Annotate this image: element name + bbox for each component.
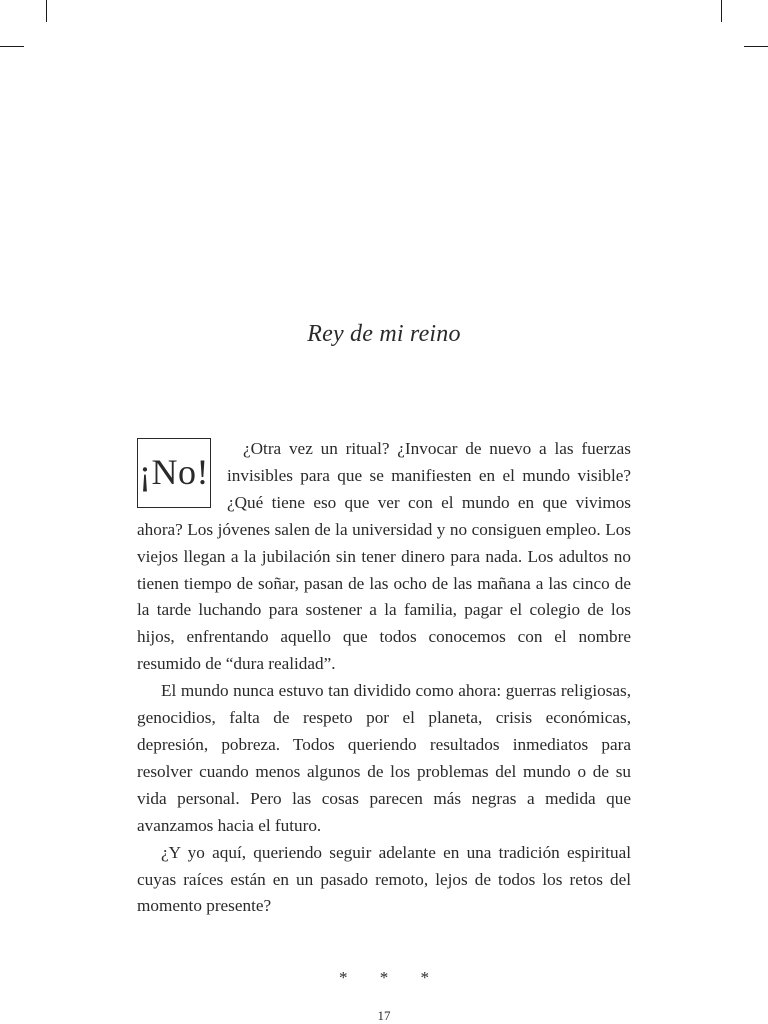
dropcap-box: ¡No!: [137, 438, 211, 508]
crop-mark-top-right-horizontal: [744, 46, 768, 47]
paragraph-3: ¿Y yo aquí, queriendo seguir adelante en una tradición espiritual cuyas raíces están en un pasado remoto, lejos de todos los retos del momento presente?: [137, 842, 631, 916]
page-number: 17: [377, 1008, 391, 1023]
paragraph-1-text: ¿Otra vez un ritual? ¿Invocar de nuevo a las fuerzas invisibles para que se manifiesten en el mundo visible? ¿Qué tiene eso que ver con el mundo en que vivimos ahora? Los jóvenes salen de la universidad y no consiguen empleo. Los viejos llegan a la jubilación sin tener dinero para nada. Los adultos no tienen tiempo de soñar, pasan de las ocho de las mañana a las cinco de la tarde luchando para sostener a la familia, pagar el colegio de los hijos, enfrentando aquello que todos conocemos con el nombre resumido de “dura realidad”.: [137, 439, 631, 674]
crop-mark-top-left-horizontal: [0, 46, 24, 47]
paragraph-1: [137, 436, 631, 678]
crop-mark-top-left-vertical: [46, 0, 47, 22]
paragraph-2: El mundo nunca estuvo tan dividido como ahora: guerras religiosas, genocidios, falta de respeto por el planeta, crisis económicas, depresión, pobreza. Todos queriendo resultados inmediatos para resolver cuando menos algunos de los problemas del mundo o de su vida personal. Pero las cosas parecen más negras a medida que avanzamos hacia el futuro.: [137, 681, 631, 835]
section-separator: * * *: [339, 968, 443, 987]
chapter-title: Rey de mi reino: [307, 321, 461, 347]
crop-mark-top-right-vertical: [721, 0, 722, 22]
body-text: [137, 436, 631, 920]
